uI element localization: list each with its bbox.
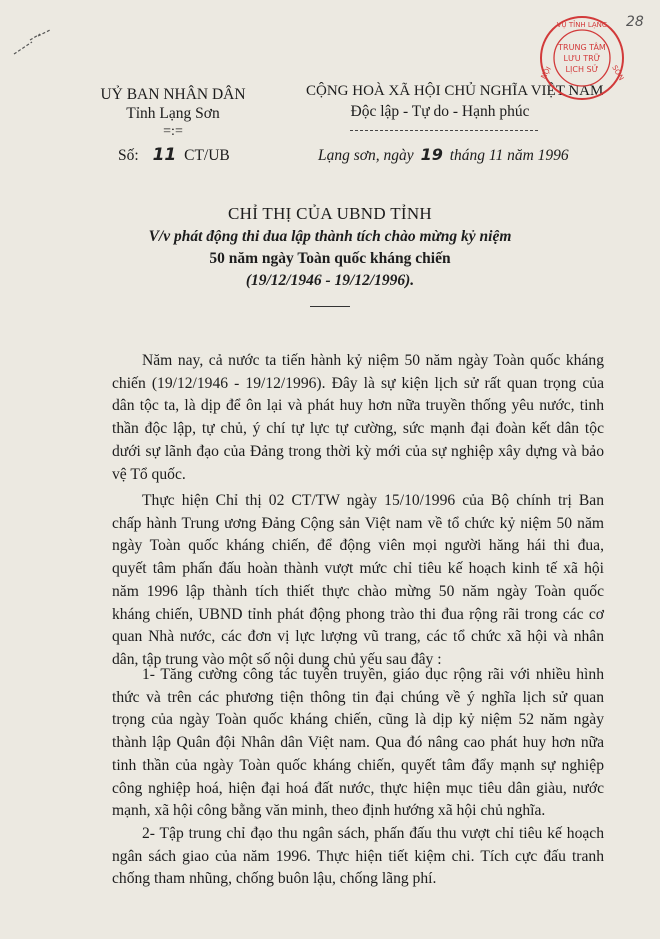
document-number xyxy=(118,145,230,165)
date-suffix: tháng 11 năm 1996 xyxy=(449,147,569,164)
archive-stamp xyxy=(538,14,626,102)
subject-line-3: (19/12/1946 - 19/12/1996). xyxy=(245,272,415,289)
paragraph-line: kháng chiến, UBND tỉnh phát động phong trào thi đua rộng rãi trong các cơ xyxy=(112,605,604,623)
paragraph-line: chiến (19/12/1946 - 19/12/1996). Đây là sự kiện lịch sử rất quan trọng của xyxy=(112,374,604,392)
paragraph-2 xyxy=(112,490,604,672)
paragraph-line: quyết tâm phấn đấu hoàn thành vượt mức chỉ tiêu kế hoạch kinh tế xã hội xyxy=(112,560,604,578)
number-prefix: Số: xyxy=(118,147,139,164)
stamp-ring-top: VỤ TỈNH LẠNG xyxy=(556,21,608,29)
stamp-line3: LỊCH SỬ xyxy=(565,65,599,74)
paragraph-1 xyxy=(112,350,604,486)
paragraph-line: công nghiệp hoá, hiện đại hoá đất nước, thực hiện mục tiêu dân giàu, nước xyxy=(112,779,604,797)
date-prefix: Lạng sơn, ngày xyxy=(318,147,414,164)
paragraph-line: dân tộc ta, là dịp để ôn lại và phát huy hơn nữa truyền thống yêu nước, tinh xyxy=(112,397,604,415)
paragraph-line: chống tham nhũng, chống buôn lậu, chống lãng phí. xyxy=(112,870,437,888)
paragraph-line: ngày Toàn quốc kháng chiến, để động viên mọi người hăng hái thi đua, xyxy=(112,537,604,555)
nation-title: CỘNG HOÀ XÃ HỘI CHỦ NGHĨA VIỆT NAM xyxy=(306,83,604,99)
paragraph-line: thức và trên các phương tiện thông tin đại chúng về ý nghĩa lịch sử quan xyxy=(112,688,604,706)
paragraph-line: dưới sự lãnh đạo của Đảng trong thời kỳ mới của sự nghiệp xây dựng và bảo xyxy=(112,442,604,460)
paragraph-line: Năm nay, cả nước ta tiến hành kỷ niệm 50 năm ngày Toàn quốc kháng xyxy=(142,352,604,369)
province-name: Tỉnh Lạng Sơn xyxy=(126,105,220,122)
paragraph-line: chấp hành Trung ương Đảng Cộng sản Việt nam về tổ chức kỷ niệm 50 năm xyxy=(112,514,604,532)
date-day-handwritten: 19 xyxy=(420,145,443,164)
header-separator: =:= xyxy=(163,124,183,139)
paragraph-line: thành lập Quân đội Nhân dân Việt nam. Qua đó nâng cao phát huy hơn nữa xyxy=(112,734,604,752)
stamp-ring-right: SƠN xyxy=(610,64,626,82)
paragraph-line: vệ Tổ quốc. xyxy=(112,465,186,483)
document-title: CHỈ THỊ CỦA UBND TỈNH xyxy=(227,204,432,223)
paragraph-line: năm 1996 lập thành tích thiết thực chào mừng 50 năm ngày Toàn quốc xyxy=(112,582,604,600)
paragraph-line: trọng của ngày Toàn quốc kháng chiến, cũng là dịp kỷ niệm 52 năm ngày xyxy=(112,711,604,729)
paragraph-line: thần độc lập, tự chủ, ý chí tự lực tự cường, sức mạnh đại đoàn kết dân tộc xyxy=(112,420,604,438)
issue-date xyxy=(318,145,569,165)
paragraph-line: 1- Tăng cường công tác tuyên truyền, giáo dục rộng rãi với nhiều hình xyxy=(142,666,604,683)
org-name: UỶ BAN NHÂN DÂN xyxy=(100,86,246,103)
paragraph-4 xyxy=(112,823,604,891)
paragraph-line: Thực hiện Chỉ thị 02 CT/TW ngày 15/10/1996 của Bộ chính trị Ban xyxy=(142,492,604,509)
subject-line-1: V/v phát động thi dua lập thành tích chào mừng kỷ niệm xyxy=(148,228,512,245)
ink-mark-icon xyxy=(10,28,60,58)
paragraph-line: dân, tập trung vào một số nội dung chủ yếu sau đây : xyxy=(112,650,442,668)
paragraph-3 xyxy=(112,664,604,823)
motto-underline xyxy=(350,130,538,131)
page-number-handwritten: 28 xyxy=(626,14,644,30)
national-motto: Độc lập - Tự do - Hạnh phúc xyxy=(350,103,530,120)
stamp-ring-bottom: NỘI xyxy=(539,65,553,81)
subject-line-2: 50 năm ngày Toàn quốc kháng chiến xyxy=(209,250,451,267)
stamp-line2: LƯU TRỮ xyxy=(563,54,601,63)
paragraph-line: quan Nhà nước, các đơn vị lực lượng vũ trang, các tổ chức xã hội và nhân xyxy=(112,628,604,646)
paragraph-line: ngân sách giao của năm 1996. Thực hiện tiết kiệm chi. Tích cực đấu tranh xyxy=(112,847,604,865)
paragraph-line: 2- Tập trung chỉ đạo thu ngân sách, phấn đấu thu vượt chỉ tiêu kế hoạch xyxy=(142,825,604,842)
number-suffix: CT/UB xyxy=(184,147,230,164)
title-divider xyxy=(310,306,350,307)
stamp-line1: TRUNG TÂM xyxy=(558,43,606,52)
paragraph-line: mạnh, xã hội công bằng văn minh, theo định hướng xã hội chủ nghĩa. xyxy=(112,802,546,820)
paragraph-line: tinh thần của ngày Toàn quốc kháng chiến, quyết tâm đẩy mạnh sự nghiệp xyxy=(112,756,604,774)
number-handwritten: 11 xyxy=(152,145,177,165)
